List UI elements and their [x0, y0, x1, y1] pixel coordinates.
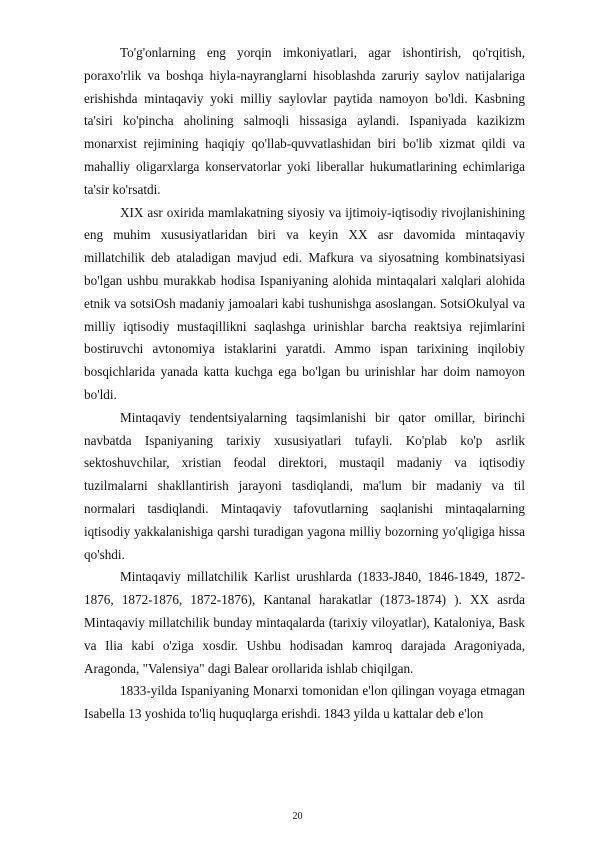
paragraph-2: XIX asr oxirida mamlakatning siyosiy va ijtimoiy-iqtisodiy rivojlanishining eng muhim xususiyatlaridan biri va keyin XX asr davomida mintaqaviy millatchilik deb ataladigan mavjud edi. Mafkura va siyosatning kombinatsiyasi bo'lgan ushbu murakkab hodisa Ispaniyaning alohida mintaqalari xalqlari alohida etnik va sotsiOsh madaniy jamoalari kabi tushunishga asoslangan. SotsiOkulyal va milliy iqtisodiy mustaqillikni saqlashga urinishlar barcha reaktsiya rejimlarini bostiruvchi avtonomiya istaklarini yaratdi. Ammo ispan tarixining inqilobiy bosqichlarida yanada katta kuchga ega bo'lgan bu urinishlar har doim namoyon bo'ldi.	[84, 204, 525, 402]
paragraph-1: To'g'onlarning eng yorqin imkoniyatlari, agar ishontirish, qo'rqitish, poraxo'rlik va boshqa hiyla-nayranglarni hisoblashda zaruriy saylov natijalariga erishishda mintaqaviy yoki milliy saylovlar paytida namoyon bo'ldi. Kasbning ta'siri ko'pincha aholining salmoqli hissasiga aylandi. Ispaniyada kazikizm monarxist rejimining haqiqiy qo'llab-quvvatlashidan biri bo'lib xizmat qildi va mahalliy oligarxlarga konservatorlar yoki liberallar hukumatlarining echimlariga ta'sir ko'rsatdi.	[84, 45, 525, 197]
paragraph-3: Mintaqaviy tendentsiyalarning taqsimlanishi bir qator omillar, birinchi navbatda Ispaniyaning tarixiy xususiyatlari tufayli. Ko'plab ko'p asrlik sektoshuvchilar, xristian feodal direktori, mustaqil madaniy va iqtisodiy tuzilmalarni shakllantirish jarayoni tasdiqlandi, ma'lum bir madaniy va til normalari tasdiqlandi. Mintaqaviy tafovutlarning saqlanishi mintaqalarning iqtisodiy yakkalanishiga qarshi turadigan yagona milliy bozorning yo'qligiga hissa qo'shdi.	[84, 409, 525, 562]
body-text	[84, 42, 525, 726]
page-number: 20	[292, 811, 303, 822]
paragraph-5: 1833-yilda Ispaniyaning Monarxi tomonidan e'lon qilingan voyaga etmagan Isabella 13 yoshida to'liq huquqlarga erishdi. 1843 yilda u kattalar deb e'lon	[84, 683, 525, 722]
paragraph-4: Mintaqaviy millatchilik Karlist urushlarda (1833-J840, 1846-1849, 1872-1876, 1872-1876, 1872-1876), Kantanal harakatlar (1873-1874) ). XX asrda Mintaqaviy millatchilik bunday mintaqalarda (tarixiy viloyatlar), Kataloniya, Bask va Ilia kabi o'ziga xosdir. Ushbu hodisadan kamroq darajada Aragoniyada, Aragonda, "Valensiya" dagi Balear orollarida ishlab chiqilgan.	[84, 569, 525, 676]
